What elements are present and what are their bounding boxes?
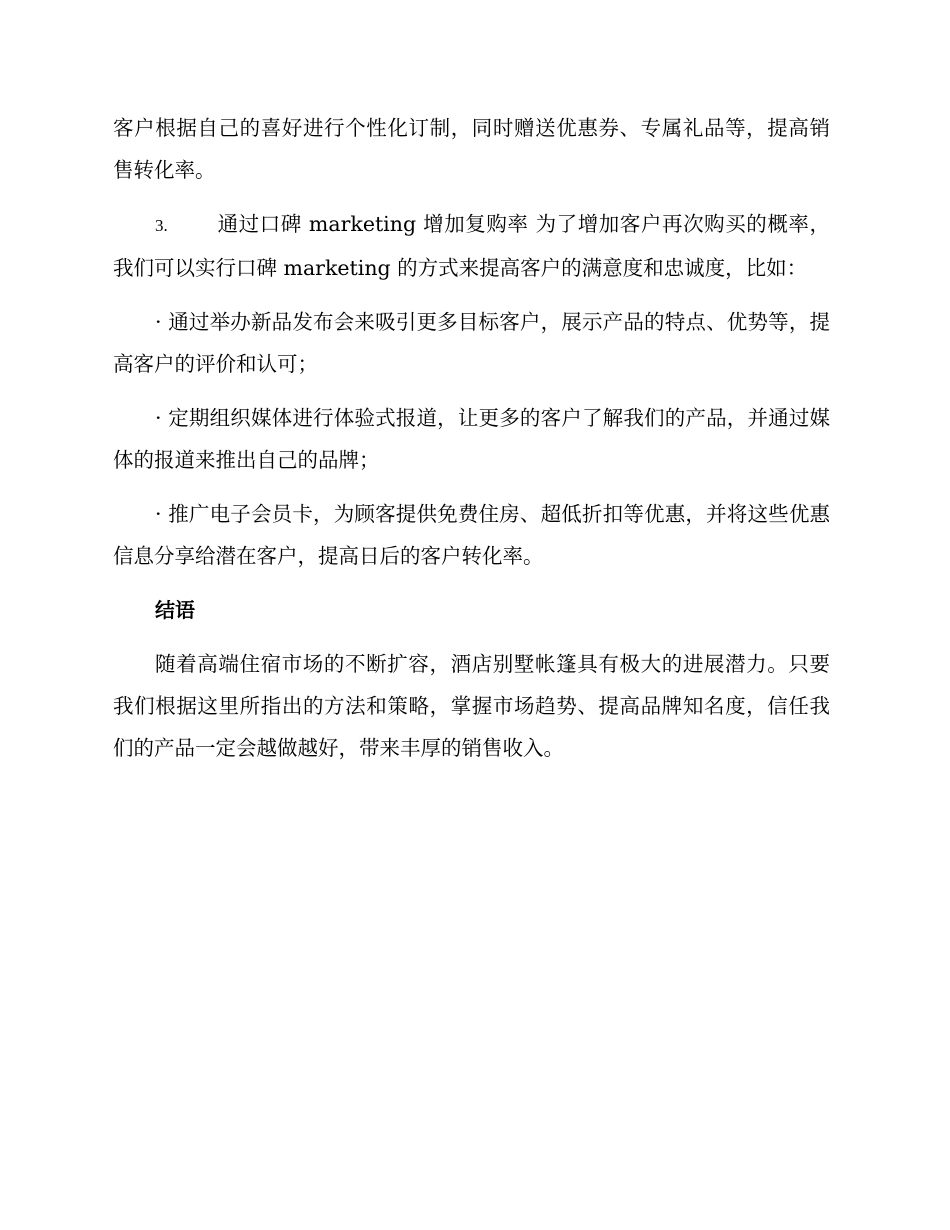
bullet-item: · 通过举办新品发布会来吸引更多目标客户，展示产品的特点、优势等，提高客户的评价和认可； [113, 310, 830, 376]
conclusion-paragraph: 随着高端住宿市场的不断扩容，酒店别墅帐篷具有极大的进展潜力。只要我们根据这里所指出的方法和策略，掌握市场趋势、提高品牌知名度，信任我们的产品一定会越做越好，带来丰厚的销售收入。 [113, 652, 830, 760]
paragraph-continuation: 客户根据自己的喜好进行个性化订制，同时赠送优惠券、专属礼品等，提高销售转化率。 [113, 116, 830, 182]
bullet-item: · 推广电子会员卡，为顾客提供免费住房、超低折扣等优惠，并将这些优惠信息分享给潜在客户，提高日后的客户转化率。 [113, 502, 830, 568]
section-heading: 结语 [155, 598, 195, 622]
item-text: 通过口碑 marketing 增加复购率 为了增加客户再次购买的概率，我们可以实行口碑 marketing 的方式来提高客户的满意度和忠诚度，比如： [113, 212, 830, 280]
bullet-item: · 定期组织媒体进行体验式报道，让更多的客户了解我们的产品，并通过媒体的报道来推出自己的品牌； [113, 406, 830, 472]
numbered-item-3 [113, 203, 830, 289]
document-body [113, 107, 830, 769]
item-number: 3. [155, 216, 168, 235]
